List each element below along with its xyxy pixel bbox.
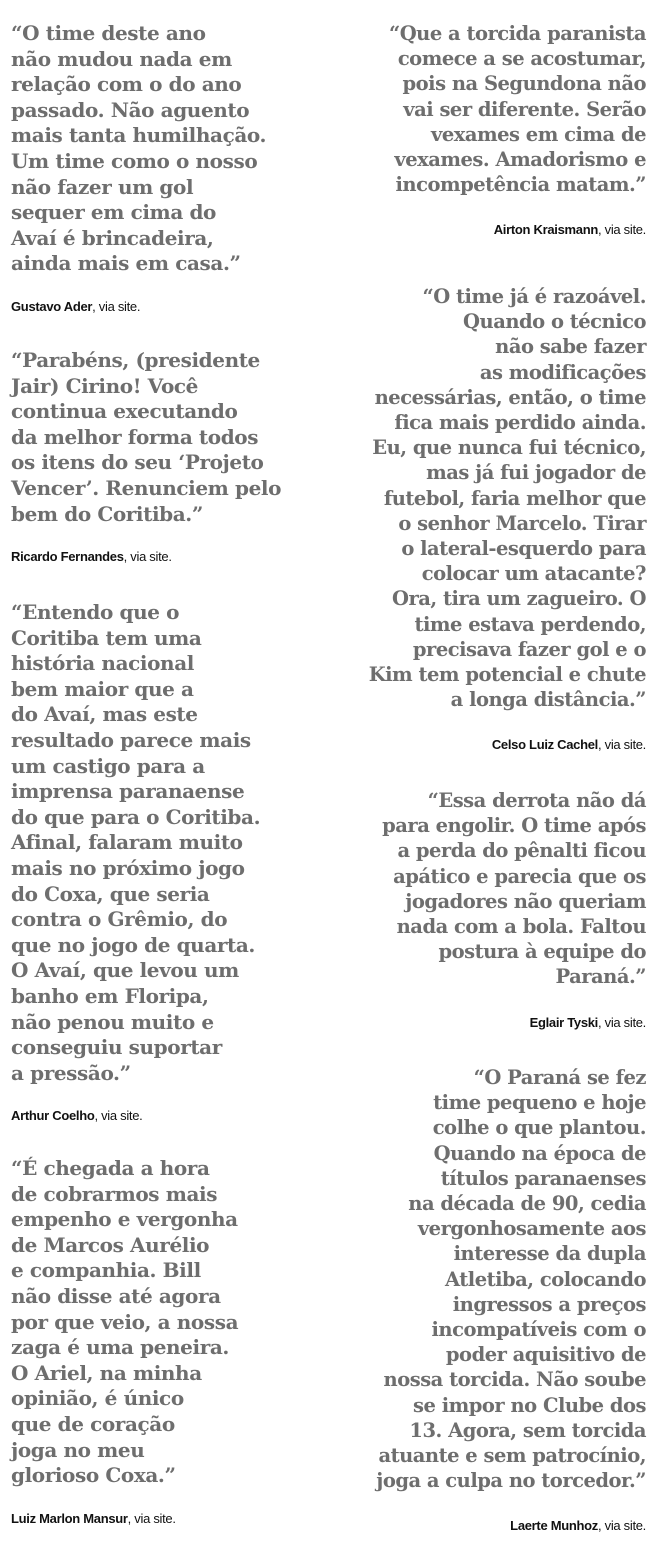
reader-letter	[340, 1065, 646, 1533]
letter-quote: “Essa derrota não dá para engolir. O time após a perda do pênalti ficou apático e parecia que os jogadores não queriam nada com a bola. Faltou postura à equipe do Paraná.”	[382, 789, 646, 989]
reader-letter	[11, 600, 311, 1123]
reader-letter	[11, 1156, 311, 1526]
letter-source: , via site.	[123, 549, 172, 565]
letter-author: Arthur Coelho	[11, 1108, 95, 1124]
letter-author: Ricardo Fernandes	[11, 549, 124, 565]
letter-source: , via site.	[598, 1518, 646, 1534]
letter-source: , via site.	[127, 1510, 176, 1526]
letter-signature	[11, 299, 311, 314]
letter-source: , via site.	[92, 298, 141, 314]
letter-author: Gustavo Ader	[11, 298, 93, 314]
letter-source: , via site.	[94, 1108, 143, 1124]
letter-source: , via site.	[598, 222, 646, 238]
letter-quote: “Parabéns, (presidente Jair) Cirino! Você continua executando da melhor forma todos os itens do seu ‘Projeto Vencer’. Renunciem pelo bem do Coritiba.”	[11, 348, 282, 526]
letter-quote: “Entendo que o Coritiba tem uma história nacional bem maior que a do Avaí, mas este resultado parece mais um castigo para a imprensa paranaense do que para o Coritiba. Afinal, falaram muito mais no próximo jogo do Coxa, que seria contra o Grêmio, do que no jogo de quarta. O Avaí, que levou um banho em Floripa, não penou muito e conseguiu suportar a pressão.”	[11, 600, 261, 1085]
letter-quote: “O time já é razoável. Quando o técnico não sabe fazer as modificações necessárias, então, o time fica mais perdido ainda. Eu, que nunca fui técnico, mas já fui jogador de futebol, faria melhor que o senhor Marcelo. Tirar o lateral-esquerdo para colocar um atacante? Ora, tira um zagueiro. O time estava perdendo, precisava fazer gol e o Kim tem potencial e chute a longa distância.”	[368, 285, 646, 712]
letter-source: , via site.	[598, 1014, 646, 1030]
letter-author: Luiz Marlon Mansur	[11, 1510, 128, 1526]
letter-signature	[11, 1108, 311, 1123]
letter-quote: “O time deste ano não mudou nada em relação com o do ano passado. Não aguento mais tanta humilhação. Um time como o nosso não fazer um gol sequer em cima do Avaí é brincadeira, ainda mais em casa.”	[11, 21, 267, 276]
letter-source: , via site.	[598, 737, 646, 753]
reader-letter	[11, 348, 311, 564]
letter-signature	[340, 737, 646, 752]
letter-author: Laerte Munhoz	[510, 1518, 598, 1534]
reader-letter	[340, 788, 646, 1030]
letter-signature	[340, 1518, 646, 1533]
reader-letter	[340, 284, 646, 752]
letter-quote: “O Paraná se fez time pequeno e hoje colhe o que plantou. Quando na época de títulos paranaenses na década de 90, cedia vergonhosamente aos interesse da dupla Atletiba, colocando ingressos a preços incompatíveis com o poder aquisitivo de nossa torcida. Não soube se impor no Clube dos 13. Agora, sem torcida atuante e sem patrocínio, joga a culpa no torcedor.”	[376, 1066, 646, 1493]
letter-author: Airton Kraismann	[493, 222, 598, 238]
letter-quote: “É chegada a hora de cobrarmos mais empenho e vergonha de Marcos Aurélio e companhia. Bill não disse até agora por que veio, a nossa zaga é uma peneira. O Ariel, na minha opinião, é único que de coração joga no meu glorioso Coxa.”	[11, 1156, 239, 1488]
letter-signature	[11, 549, 311, 564]
reader-letter	[11, 21, 311, 314]
reader-letter	[340, 21, 646, 237]
letter-signature	[11, 1511, 311, 1526]
letter-signature	[340, 222, 646, 237]
letter-author: Eglair Tyski	[529, 1014, 598, 1030]
letter-author: Celso Luiz Cachel	[491, 737, 598, 753]
letter-signature	[340, 1015, 646, 1030]
letter-quote: “Que a torcida paranista comece a se acostumar, pois na Segundona não vai ser diferente. Serão vexames em cima de vexames. Amadorismo e incompetência matam.”	[388, 22, 646, 197]
